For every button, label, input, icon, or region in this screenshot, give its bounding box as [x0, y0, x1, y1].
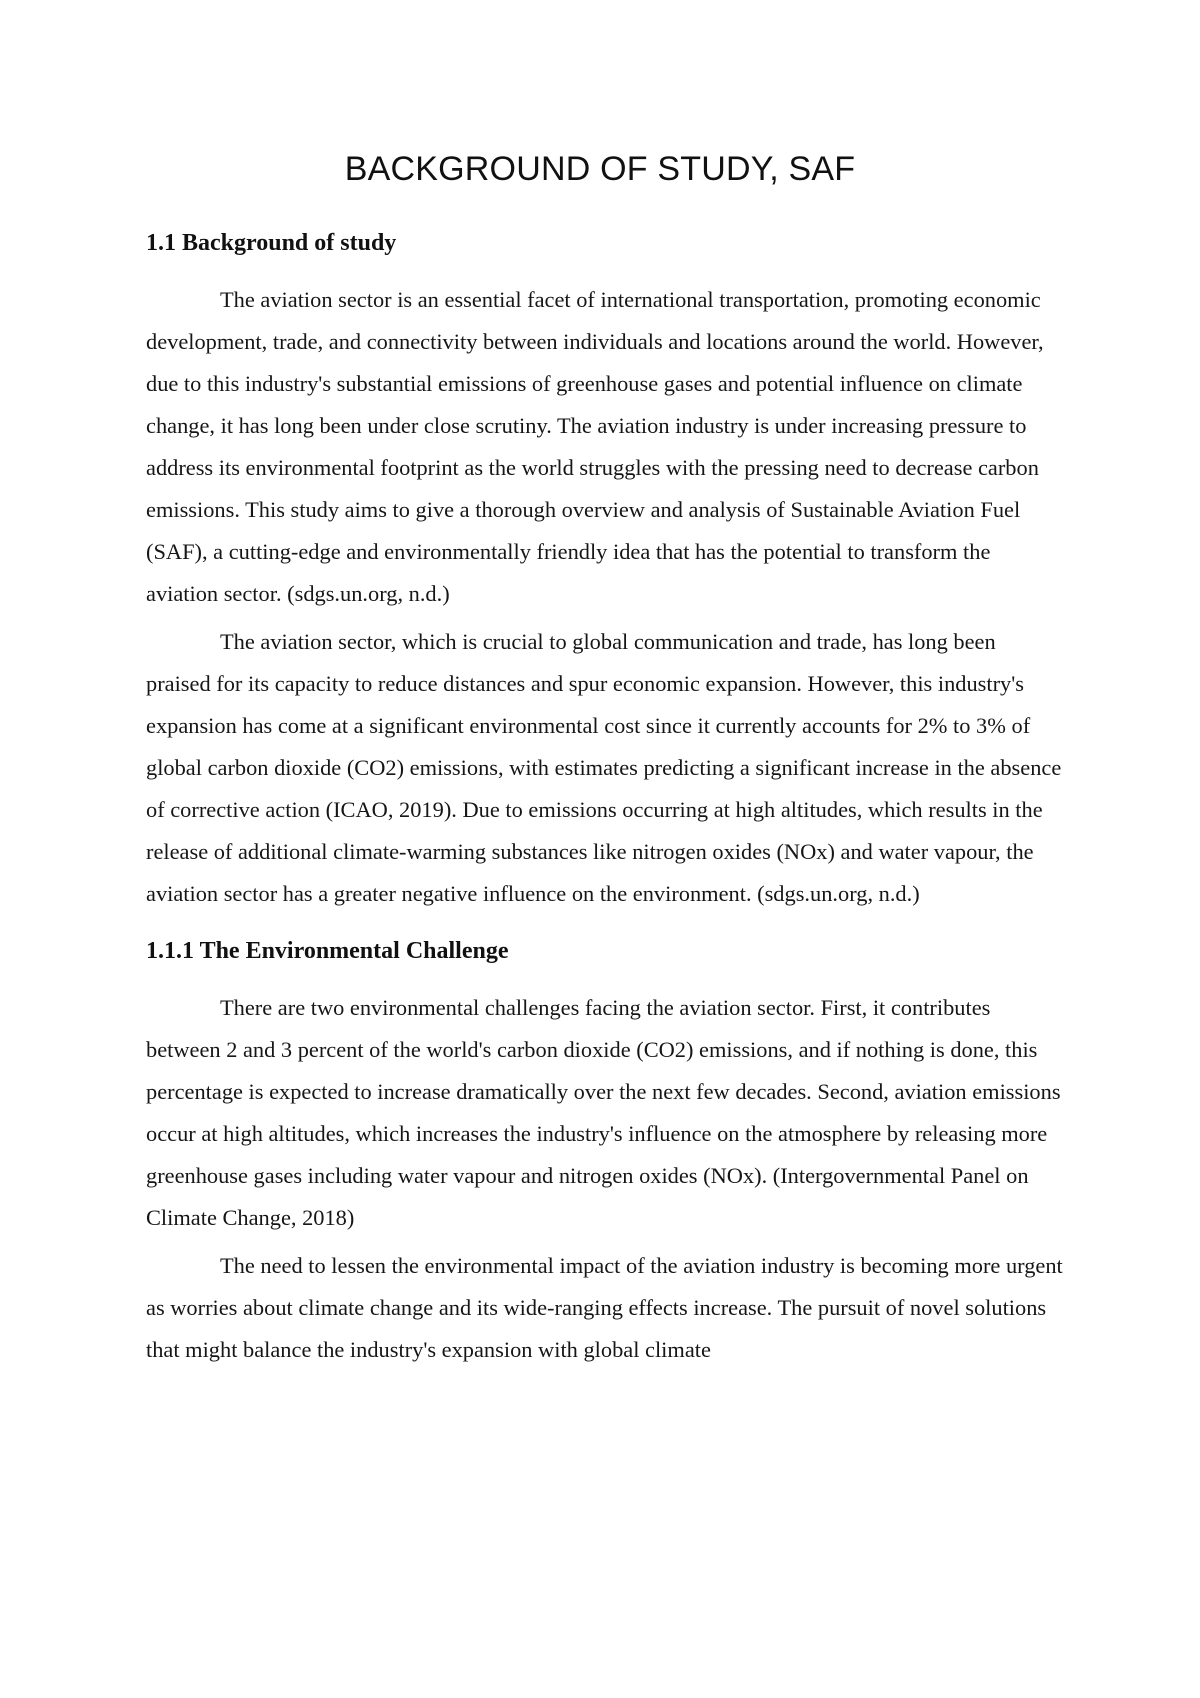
- section-heading-background: 1.1 Background of study: [146, 230, 397, 256]
- paragraph: The aviation sector is an essential facet of international transportation, promoting economic development, trade, and connectivity between individuals and locations around the world. However, due to this industry's substantial emissions of greenhouse gases and potential influence on climate change, it has long been under close scrutiny. The aviation industry is under increasing pressure to address its environmental footprint as the world struggles with the pressing need to decrease carbon emissions. This study aims to give a thorough overview and analysis of Sustainable Aviation Fuel (SAF), a cutting-edge and environmentally friendly idea that has the potential to transform the aviation sector. (sdgs.un.org, n.d.): [146, 287, 1044, 606]
- section-heading-environmental-challenge: 1.1.1 The Environmental Challenge: [146, 938, 509, 964]
- paragraph: There are two environmental challenges facing the aviation sector. First, it contributes between 2 and 3 percent of the world's carbon dioxide (CO2) emissions, and if nothing is done, this percentage is expected to increase dramatically over the next few decades. Second, aviation emissions occur at high altitudes, which increases the industry's influence on the atmosphere by releasing more greenhouse gases including water vapour and nitrogen oxides (NOx). (Intergovernmental Panel on Climate Change, 2018): [146, 995, 1061, 1230]
- paragraph: The need to lessen the environmental impact of the aviation industry is becoming more urgent as worries about climate change and its wide-ranging effects increase. The pursuit of novel solutions that might balance the industry's expansion with global climate: [146, 1253, 1063, 1362]
- paragraph: The aviation sector, which is crucial to global communication and trade, has long been praised for its capacity to reduce distances and spur economic expansion. However, this industry's expansion has come at a significant environmental cost since it currently accounts for 2% to 3% of global carbon dioxide (CO2) emissions, with estimates predicting a significant increase in the absence of corrective action (ICAO, 2019). Due to emissions occurring at high altitudes, which results in the release of additional climate-warming substances like nitrogen oxides (NOx) and water vapour, the aviation sector has a greater negative influence on the environment. (sdgs.un.org, n.d.): [146, 629, 1062, 906]
- document-body: [146, 225, 1064, 1377]
- document-title: BACKGROUND OF STUDY, SAF: [344, 150, 856, 188]
